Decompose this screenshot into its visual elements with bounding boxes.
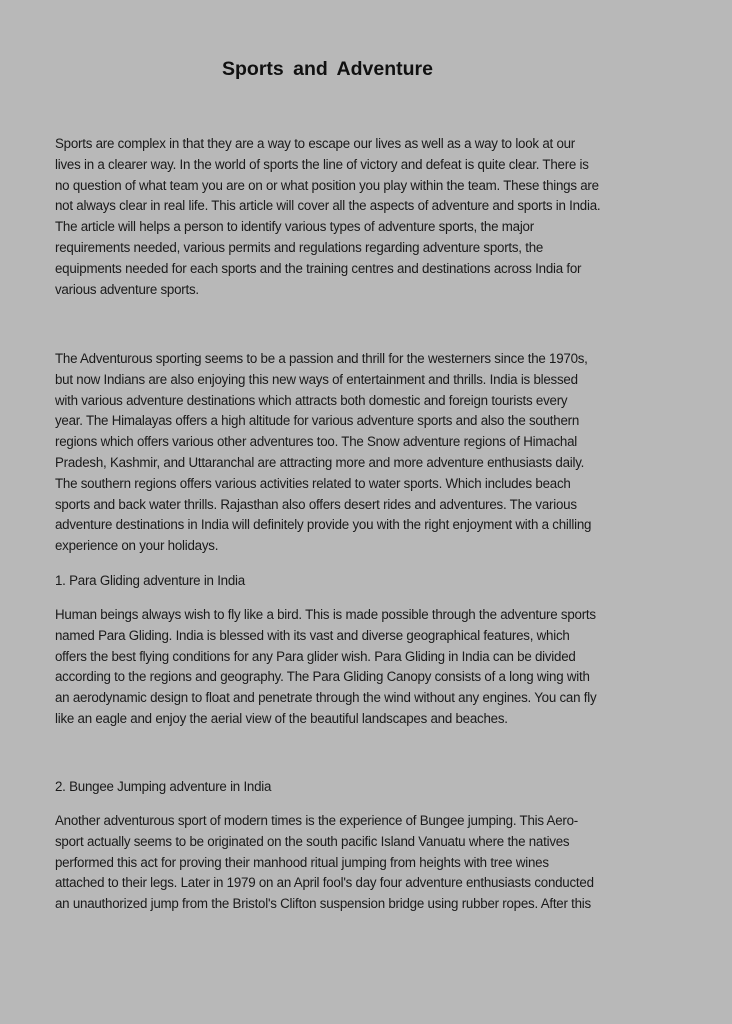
paragraph-line: The article will helps a person to identify various types of adventure sports, the major [55, 219, 534, 236]
paragraph-line: attached to their legs. Later in 1979 on an April fool's day four adventure enthusiasts conducted [55, 875, 594, 892]
paragraph-line: sport actually seems to be originated on the south pacific Island Vanuatu where the natives [55, 833, 570, 850]
intro-paragraph [55, 134, 715, 300]
paragraph-line: lives in a clearer way. In the world of sports the line of victory and defeat is quite clear. There is [55, 156, 589, 173]
paragraph-line: Human beings always wish to fly like a bird. This is made possible through the adventure sports [55, 607, 596, 623]
paragraph-line: an unauthorized jump from the Bristol's Clifton suspension bridge using rubber ropes. After this [55, 896, 591, 913]
para-gliding-paragraph [55, 605, 715, 730]
paragraph-line: with various adventure destinations which attracts both domestic and foreign tourists every [55, 392, 568, 409]
paragraph-line: adventure destinations in India will definitely provide you with the right enjoyment with a chilling [55, 517, 592, 534]
paragraph-line: regions which offers various other adventures too. The Snow adventure regions of Himachal [55, 434, 577, 451]
document-title: Sports and Adventure [222, 58, 433, 80]
paragraph-line: Sports are complex in that they are a way to escape our lives as well as a way to look at our [55, 136, 576, 152]
paragraph-line: performed this act for proving their manhood ritual jumping from heights with tree wines [55, 854, 549, 871]
paragraph-line: offers the best flying conditions for any Para glider wish. Para Gliding in India can be divided [55, 648, 576, 665]
section-heading: 2. Bungee Jumping adventure in India [55, 779, 272, 795]
adventure-overview-paragraph [55, 349, 715, 557]
paragraph-line: not always clear in real life. This article will cover all the aspects of adventure and sports in India. [55, 198, 601, 215]
paragraph-line: requirements needed, various permits and regulations regarding adventure sports, the [55, 239, 544, 256]
paragraph-line: no question of what team you are on or what position you play within the team. These things are [55, 177, 599, 194]
paragraph-line: experience on your holidays. [55, 538, 219, 555]
section-heading: 1. Para Gliding adventure in India [55, 573, 245, 589]
paragraph-line: sports and back water thrills. Rajasthan also offers desert rides and adventures. The various [55, 496, 577, 513]
paragraph-line: according to the regions and geography. The Para Gliding Canopy consists of a long wing with [55, 669, 590, 686]
paragraph-line: The Adventurous sporting seems to be a passion and thrill for the westerners since the 1970s, [55, 351, 588, 367]
paragraph-line: like an eagle and enjoy the aerial view of the beautiful landscapes and beaches. [55, 710, 508, 727]
paragraph-line: year. The Himalayas offers a high altitude for various adventure sports and also the southern [55, 413, 580, 430]
paragraph-line: various adventure sports. [55, 281, 199, 298]
section-para-gliding [55, 571, 715, 592]
paragraph-line: named Para Gliding. India is blessed with its vast and diverse geographical features, which [55, 627, 570, 644]
paragraph-line: The southern regions offers various activities related to water sports. Which includes beach [55, 475, 571, 492]
paragraph-line: an aerodynamic design to float and penetrate through the wind without any engines. You can fly [55, 690, 597, 707]
section-bungee-jumping [55, 777, 715, 798]
paragraph-line: equipments needed for each sports and the training centres and destinations across India for [55, 260, 582, 277]
paragraph-line: Another adventurous sport of modern times is the experience of Bungee jumping. This Aero- [55, 813, 578, 829]
paragraph-line: Pradesh, Kashmir, and Uttaranchal are attracting more and more adventure enthusiasts daily. [55, 454, 585, 471]
paragraph-line: but now Indians are also enjoying this new ways of entertainment and thrills. India is blessed [55, 371, 578, 388]
bungee-jumping-paragraph [55, 811, 715, 915]
